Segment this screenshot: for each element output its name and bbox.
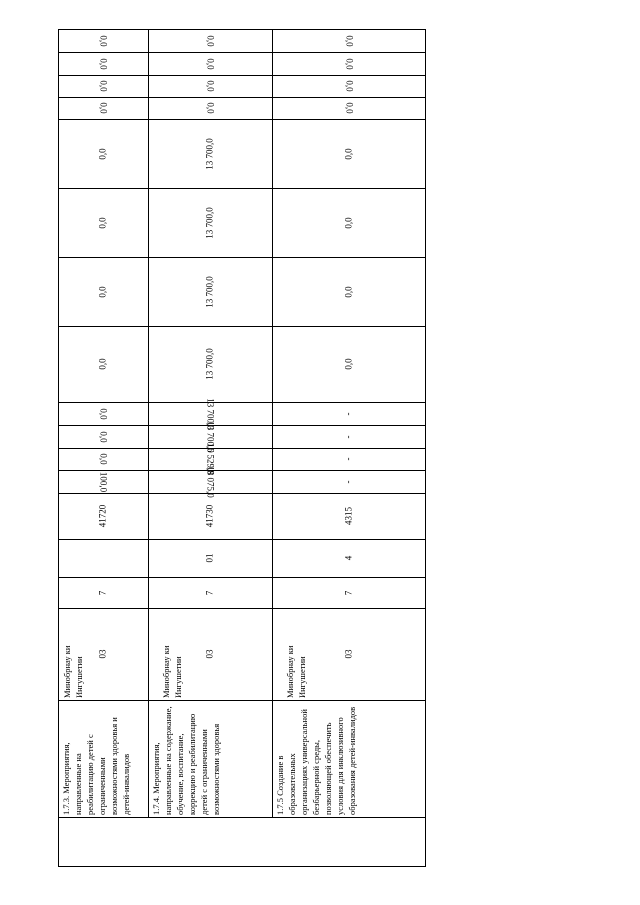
cell-value: 0,0	[344, 80, 355, 92]
code-value: 4315	[343, 507, 354, 525]
cell-value: -	[344, 435, 355, 438]
measure-cell: 1.7.3. Мероприятия, направленные на реабилитацию детей с ограниченными возможностями здоровья и детей-инвалидов	[61, 717, 131, 815]
cell-value: 0,0	[343, 285, 354, 298]
cell-value: 18 075,0	[205, 465, 216, 498]
cell-value: 0,0	[98, 34, 109, 47]
cell-value: 100,0	[98, 471, 109, 492]
executor-cell: Минобрнау ки Ингушетии	[62, 645, 84, 698]
cell-value: 0,0	[97, 147, 108, 160]
row-divider	[58, 97, 426, 98]
cell-value: -	[344, 457, 355, 461]
column-divider	[148, 29, 149, 817]
cell-value: 0,0	[205, 57, 216, 70]
code-value: 7	[343, 590, 354, 595]
measure-cell: 1.7.5 Создание в образовательных организациях универсальной безбарьерной среды, позволяющей обеспечить условия для инклюзивного образования детей-инвалидов	[275, 706, 357, 815]
cell-value: 0,0	[98, 407, 109, 420]
row-divider	[58, 539, 426, 540]
cell-value: 0,0	[98, 453, 109, 465]
row-divider	[58, 448, 426, 449]
cell-value: -	[344, 480, 355, 483]
row-divider	[58, 470, 426, 471]
row-divider	[58, 700, 426, 701]
cell-value: 0,0	[98, 430, 109, 443]
cell-value: 0,0	[343, 216, 354, 229]
cell-value: 0,0	[344, 34, 355, 47]
row-divider	[58, 577, 426, 578]
cell-value: 0,0	[344, 57, 355, 70]
cell-value: 13 700,0	[204, 275, 215, 308]
cell-value: 0,0	[343, 358, 354, 370]
cell-value: 13 700,0	[204, 348, 215, 380]
cell-value: 0,0	[205, 34, 216, 47]
cell-value: 0,0	[98, 57, 109, 70]
executor-cell: Минобрнау ки Ингушетии	[161, 645, 183, 698]
cell-value: 0,0	[344, 102, 355, 114]
cell-value: 0,0	[205, 102, 216, 114]
measure-cell: 1.7.4. Мероприятия, направленные на содержание, обучение, воспитание, коррекцию и реабилитацию детей с ограниченными возможностями здоровья	[151, 706, 221, 815]
cell-value: 0,0	[343, 147, 354, 160]
code-value: 41730	[204, 504, 215, 528]
row-divider	[58, 493, 426, 494]
cell-value: 13 700,0	[205, 397, 216, 430]
row-divider	[58, 188, 426, 189]
cell-value: 13 700,0	[204, 206, 215, 239]
cell-value: 0,0	[98, 102, 109, 114]
cell-value: -	[344, 412, 355, 415]
cell-value: 13 700,0	[205, 420, 216, 453]
code-value: 7	[97, 590, 108, 595]
cell-value: 16 529,9	[205, 443, 216, 475]
code-value: 7	[204, 590, 215, 595]
row-divider	[58, 326, 426, 327]
row-divider	[58, 608, 426, 609]
cell-value: 0,0	[205, 80, 216, 92]
cell-value: 0,0	[97, 216, 108, 229]
row-divider	[58, 257, 426, 258]
cell-value: 0,0	[98, 80, 109, 92]
cell-value: 0,0	[97, 358, 108, 370]
code-value: 01	[204, 553, 215, 563]
column-divider	[272, 29, 273, 817]
code-value: 03	[97, 649, 108, 659]
code-value: 03	[204, 649, 215, 659]
row-divider	[58, 119, 426, 120]
executor-cell: Минобрнау ки Ингушетии	[285, 645, 307, 698]
code-value: 03	[343, 649, 354, 659]
row-divider	[58, 402, 426, 403]
cell-value: 0,0	[97, 285, 108, 298]
row-divider	[58, 52, 426, 53]
row-divider	[58, 817, 426, 818]
cell-value: 13 700,0	[204, 137, 215, 170]
row-divider	[58, 425, 426, 426]
row-divider	[58, 75, 426, 76]
code-value: 41720	[97, 504, 108, 528]
code-value: 4	[343, 555, 354, 561]
